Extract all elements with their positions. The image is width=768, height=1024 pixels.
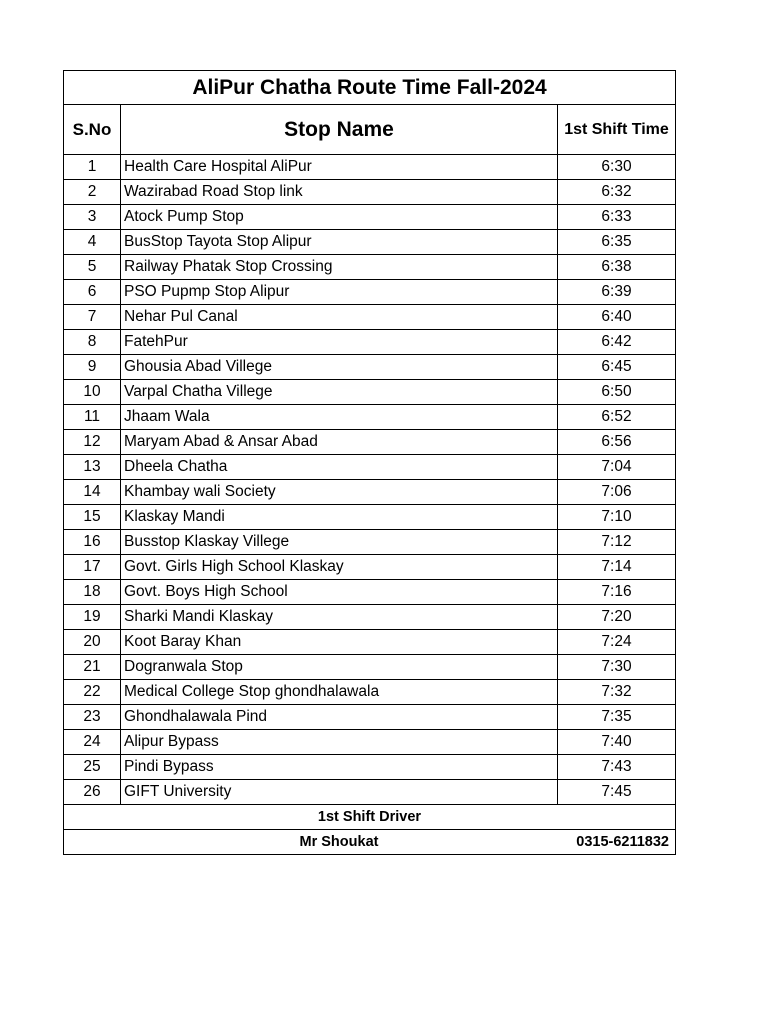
- table-row: [64, 680, 676, 705]
- stop-number: 17: [64, 555, 121, 580]
- table-row: [64, 655, 676, 680]
- table-row: [64, 780, 676, 805]
- stop-number: 7: [64, 305, 121, 330]
- stop-number: 23: [64, 705, 121, 730]
- stop-number: 2: [64, 180, 121, 205]
- stop-number: 12: [64, 430, 121, 455]
- stop-name: Klaskay Mandi: [121, 505, 558, 530]
- table-row: [64, 305, 676, 330]
- table-row: [64, 355, 676, 380]
- stop-time: 7:35: [558, 705, 676, 730]
- stop-number: 10: [64, 380, 121, 405]
- driver-name: Mr Shoukat: [121, 830, 558, 855]
- stop-number: 3: [64, 205, 121, 230]
- stop-name: Atock Pump Stop: [121, 205, 558, 230]
- stop-name: Koot Baray Khan: [121, 630, 558, 655]
- stop-time: 7:20: [558, 605, 676, 630]
- stop-number: 22: [64, 680, 121, 705]
- table-row: [64, 555, 676, 580]
- stop-number: 16: [64, 530, 121, 555]
- table-row: [64, 405, 676, 430]
- driver-label-row: [64, 805, 676, 830]
- header-stop-name: Stop Name: [121, 105, 558, 155]
- stop-time: 6:32: [558, 180, 676, 205]
- header-sno: S.No: [64, 105, 121, 155]
- driver-spacer: [64, 830, 121, 855]
- stop-number: 4: [64, 230, 121, 255]
- stop-number: 19: [64, 605, 121, 630]
- stop-number: 1: [64, 155, 121, 180]
- stop-name: Govt. Boys High School: [121, 580, 558, 605]
- stop-name: Alipur Bypass: [121, 730, 558, 755]
- stop-time: 7:24: [558, 630, 676, 655]
- stop-number: 15: [64, 505, 121, 530]
- stop-time: 7:14: [558, 555, 676, 580]
- stop-name: FatehPur: [121, 330, 558, 355]
- table-row: [64, 180, 676, 205]
- header-shift-time: 1st Shift Time: [558, 105, 676, 155]
- driver-label: 1st Shift Driver: [64, 805, 676, 830]
- stop-number: 13: [64, 455, 121, 480]
- stop-time: 6:30: [558, 155, 676, 180]
- stop-time: 7:43: [558, 755, 676, 780]
- stop-name: PSO Pupmp Stop Alipur: [121, 280, 558, 305]
- stop-name: Govt. Girls High School Klaskay: [121, 555, 558, 580]
- table-row: [64, 455, 676, 480]
- table-row: [64, 605, 676, 630]
- stop-name: Varpal Chatha Villege: [121, 380, 558, 405]
- stop-time: 6:35: [558, 230, 676, 255]
- stop-name: Medical College Stop ghondhalawala: [121, 680, 558, 705]
- table-row: [64, 705, 676, 730]
- stop-name: Wazirabad Road Stop link: [121, 180, 558, 205]
- timetable-body: [64, 71, 676, 855]
- stop-number: 25: [64, 755, 121, 780]
- stop-time: 6:52: [558, 405, 676, 430]
- stop-name: Sharki Mandi Klaskay: [121, 605, 558, 630]
- stop-name: Dheela Chatha: [121, 455, 558, 480]
- table-row: [64, 230, 676, 255]
- stop-number: 26: [64, 780, 121, 805]
- table-row: [64, 630, 676, 655]
- stop-number: 24: [64, 730, 121, 755]
- stop-time: 6:40: [558, 305, 676, 330]
- stop-time: 7:30: [558, 655, 676, 680]
- header-row: [64, 105, 676, 155]
- stop-number: 6: [64, 280, 121, 305]
- stop-name: Maryam Abad & Ansar Abad: [121, 430, 558, 455]
- driver-info-row: [64, 830, 676, 855]
- stop-time: 7:16: [558, 580, 676, 605]
- stop-time: 7:32: [558, 680, 676, 705]
- table-row: [64, 205, 676, 230]
- stop-number: 8: [64, 330, 121, 355]
- stop-name: Busstop Klaskay Villege: [121, 530, 558, 555]
- stop-name: Dogranwala Stop: [121, 655, 558, 680]
- table-row: [64, 255, 676, 280]
- stop-name: Ghondhalawala Pind: [121, 705, 558, 730]
- table-row: [64, 330, 676, 355]
- table-row: [64, 580, 676, 605]
- stop-time: 6:33: [558, 205, 676, 230]
- stop-time: 6:56: [558, 430, 676, 455]
- stop-name: Health Care Hospital AliPur: [121, 155, 558, 180]
- table-row: [64, 730, 676, 755]
- stop-time: 6:50: [558, 380, 676, 405]
- stop-time: 7:06: [558, 480, 676, 505]
- table-row: [64, 280, 676, 305]
- stop-time: 6:38: [558, 255, 676, 280]
- stop-number: 11: [64, 405, 121, 430]
- table-row: [64, 480, 676, 505]
- stop-time: 7:40: [558, 730, 676, 755]
- table-row: [64, 380, 676, 405]
- table-row: [64, 755, 676, 780]
- stop-time: 6:42: [558, 330, 676, 355]
- route-timetable: [63, 70, 676, 855]
- stop-name: Khambay wali Society: [121, 480, 558, 505]
- stop-time: 7:10: [558, 505, 676, 530]
- table-row: [64, 430, 676, 455]
- stop-name: GIFT University: [121, 780, 558, 805]
- stop-number: 5: [64, 255, 121, 280]
- stop-number: 18: [64, 580, 121, 605]
- stop-time: 6:39: [558, 280, 676, 305]
- stop-number: 9: [64, 355, 121, 380]
- stop-time: 6:45: [558, 355, 676, 380]
- stop-time: 7:12: [558, 530, 676, 555]
- table-title: AliPur Chatha Route Time Fall-2024: [64, 71, 676, 105]
- stop-time: 7:04: [558, 455, 676, 480]
- stop-number: 20: [64, 630, 121, 655]
- driver-phone: 0315-6211832: [558, 830, 676, 855]
- stop-time: 7:45: [558, 780, 676, 805]
- stop-name: Ghousia Abad Villege: [121, 355, 558, 380]
- title-row: [64, 71, 676, 105]
- stop-number: 14: [64, 480, 121, 505]
- stop-name: Nehar Pul Canal: [121, 305, 558, 330]
- stop-name: BusStop Tayota Stop Alipur: [121, 230, 558, 255]
- table-row: [64, 530, 676, 555]
- stop-number: 21: [64, 655, 121, 680]
- stop-name: Railway Phatak Stop Crossing: [121, 255, 558, 280]
- stop-name: Jhaam Wala: [121, 405, 558, 430]
- table-row: [64, 155, 676, 180]
- table-row: [64, 505, 676, 530]
- stop-name: Pindi Bypass: [121, 755, 558, 780]
